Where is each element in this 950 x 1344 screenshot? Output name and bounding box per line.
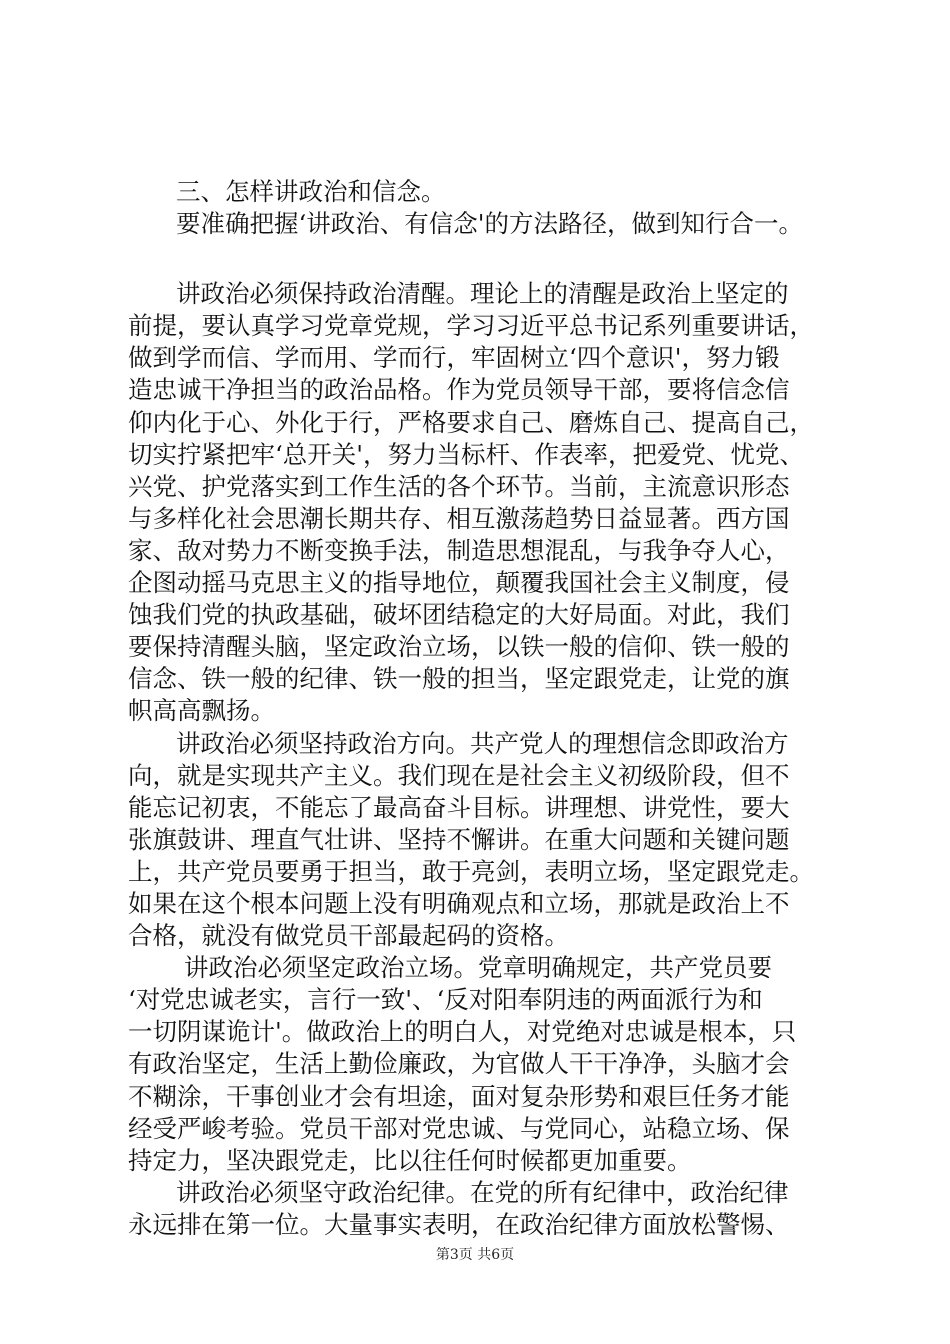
text-line: 做到学而信、学而用、学而行，牢固树立‘四个意识'，努力锻: [128, 343, 780, 373]
text-line: 如果在这个根本问题上没有明确观点和立场，那就是政治上不: [128, 888, 790, 918]
text-line: 经受严峻考验。党员干部对党忠诚、与党同心，站稳立场、保: [128, 1113, 790, 1143]
text-line: 讲政治必须保持政治清醒。理论上的清醒是政治上坚定的: [176, 279, 789, 309]
text-line: 有政治坚定，生活上勤俭廉政，为官做人干干净净，头脑才会: [128, 1049, 790, 1079]
text-line: ‘对党忠诚老实，言行一致'、‘反对阳奉阴违的两面派行为和: [128, 985, 763, 1015]
text-line: 讲政治必须坚定政治立场。党章明确规定，共产党员要: [184, 953, 772, 983]
section-intro: 要准确把握‘讲政治、有信念'的方法路径，做到知行合一。: [176, 209, 804, 239]
text-line: 造忠诚干净担当的政治品格。作为党员领导干部，要将信念信: [128, 375, 790, 405]
paragraph-political-stance: [128, 952, 828, 1177]
text-line: 讲政治必须坚守政治纪律。在党的所有纪律中，政治纪律: [176, 1177, 789, 1207]
text-line: 上，共产党员要勇于担当，敢于亮剑，表明立场，坚定跟党走。: [128, 856, 814, 886]
page-footer: [0, 1246, 950, 1264]
text-line: 兴党、护党落实到工作生活的各个环节。当前，主流意识形态: [128, 471, 790, 501]
text-line: 蚀我们党的执政基础，破坏团结稳定的大好局面。对此，我们: [128, 600, 790, 630]
text-line: 切实拧紧把牢‘总开关'，努力当标杆、作表率，把爱党、忧党、: [128, 439, 805, 469]
text-line: 家、敌对势力不断变换手法，制造思想混乱，与我争夺人心，: [128, 535, 790, 565]
text-line: 前提，要认真学习党章党规，学习习近平总书记系列重要讲话，: [128, 311, 814, 341]
text-line: 合格，就没有做党员干部最起码的资格。: [128, 921, 569, 951]
text-line: 要保持清醒头脑，坚定政治立场，以铁一般的信仰、铁一般的: [128, 632, 790, 662]
text-line: 企图动摇马克思主义的指导地位，颠覆我国社会主义制度，侵: [128, 568, 790, 598]
paragraph-political-direction: [128, 728, 828, 953]
text-line: 讲政治必须坚持政治方向。共产党人的理想信念即政治方: [176, 728, 789, 758]
document-body: [128, 176, 828, 1241]
text-line: 张旗鼓讲、理直气壮讲、坚持不懈讲。在重大问题和关键问题: [128, 824, 790, 854]
text-line: 与多样化社会思潮长期共存、相互激荡趋势日益显著。西方国: [128, 503, 790, 533]
section-heading: 三、怎样讲政治和信念。: [176, 177, 446, 206]
text-line: 能忘记初衷，不能忘了最高奋斗目标。讲理想、讲党性，要大: [128, 792, 790, 822]
text-line: 仰内化于心、外化于行，严格要求自己、磨炼自己、提高自己，: [128, 407, 814, 437]
text-line: 不糊涂，干事创业才会有坦途，面对复杂形势和艰巨任务才能: [128, 1081, 790, 1111]
text-line: 一切阴谋诡计'。做政治上的明白人，对党绝对忠诚是根本，只: [128, 1017, 797, 1047]
text-line: 信念、铁一般的纪律、铁一般的担当，坚定跟党走，让党的旗: [128, 664, 790, 694]
paragraph-gap: [128, 240, 828, 278]
text-line: 永远排在第一位。大量事实表明，在政治纪律方面放松警惕、: [128, 1209, 790, 1239]
text-line: 向，就是实现共产主义。我们现在是社会主义初级阶段，但不: [128, 760, 790, 790]
text-line: 持定力，坚决跟党走，比以往任何时候都更加重要。: [128, 1145, 692, 1175]
paragraph-political-clarity: [128, 278, 828, 727]
page-number: 第3页 共6页: [435, 1247, 515, 1263]
text-line: 帜高高飘扬。: [128, 696, 275, 726]
paragraph-political-discipline: [128, 1177, 828, 1241]
